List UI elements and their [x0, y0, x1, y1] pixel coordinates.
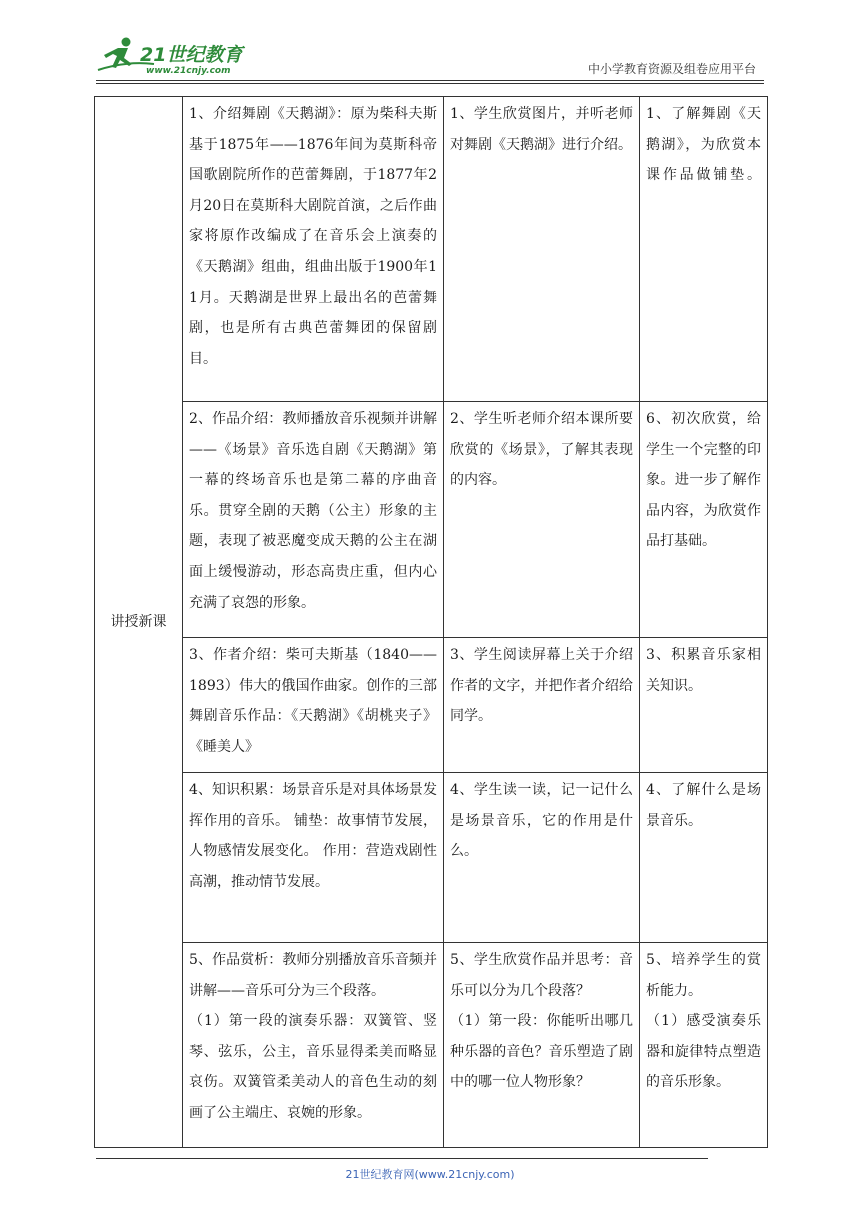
purpose-paragraph: 5、培养学生的赏析能力。 [646, 952, 761, 999]
header-divider [96, 80, 764, 81]
student-activity-cell: 1、学生欣赏图片，并听老师对舞剧《天鹅湖》进行介绍。 [444, 97, 640, 402]
content-cell [183, 943, 444, 1148]
stage-label: 讲授新课 [95, 97, 183, 1148]
student-activity-cell [444, 943, 640, 1148]
platform-name: 中小学教育资源及组卷应用平台 [587, 62, 756, 76]
content-paragraph: 3、作者介绍：柴可夫斯基（1840——1893）伟大的俄国作曲家。创作的三部舞剧音乐作品：《天鹅湖》《胡桃夹子》《睡美人》 [189, 647, 437, 755]
purpose-cell: 3、积累音乐家相关知识。 [640, 638, 768, 773]
purpose-paragraph: （1）感受演奏乐器和旋律特点塑造的音乐形象。 [646, 1013, 761, 1091]
header-divider-thin [96, 83, 764, 84]
content-cell [183, 402, 444, 638]
content-cell [183, 638, 444, 773]
student-activity-cell: 4、学生读一读，记一记什么是场景音乐，它的作用是什么。 [444, 773, 640, 943]
21cnjy-logo [96, 34, 266, 78]
student-activity-paragraph: （1）第一段：你能听出哪几种乐器的音色？音乐塑造了剧中的哪一位人物形象？ [450, 1013, 633, 1091]
student-activity-cell: 3、学生阅读屏幕上关于介绍作者的文字，并把作者介绍给同学。 [444, 638, 640, 773]
purpose-cell: 4、了解什么是场景音乐。 [640, 773, 768, 943]
logo-url: www.21cnjy.com [146, 66, 231, 76]
content-paragraph: 1、介绍舞剧《天鹅湖》：原为柴科夫斯基于1875年——1876年间为莫斯科帝国歌剧院所作的芭蕾舞剧，于1877年2月20日在莫斯科大剧院首演，之后作曲家将原作改编成了在音乐会上演奏的《天鹅湖》组曲，组曲出版于1900年11月。天鹅湖是世界上最出名的芭蕾舞剧，也是所有古典芭蕾舞团的保留剧目。 [189, 106, 437, 367]
content-paragraph: 2、作品介绍：教师播放音乐视频并讲解——《场景》音乐选自剧《天鹅湖》第一幕的终场音乐也是第二幕的序曲音乐。贯穿全剧的天鹅（公主）形象的主题，表现了被恶魔变成天鹅的公主在湖面上缓慢游动，形态高贵庄重，但内心充满了哀怨的形象。 [189, 411, 437, 611]
logo-text: 21世纪教育 [140, 44, 243, 66]
content-paragraph: 4、知识积累：场景音乐是对具体场景发挥作用的音乐。 铺垫：故事情节发展，人物感情发展变化。 作用：营造戏剧性高潮，推动情节发展。 [189, 782, 437, 890]
lesson-plan-table [94, 96, 768, 1148]
content-cell [183, 773, 444, 943]
content-paragraph: 5、作品赏析：教师分别播放音乐音频并讲解——音乐可分为三个段落。 [189, 952, 437, 999]
footer-divider [96, 1158, 708, 1159]
purpose-cell: 6、初次欣赏，给学生一个完整的印象。进一步了解作品内容，为欣赏作品打基础。 [640, 402, 768, 638]
student-activity-paragraph: 5、学生欣赏作品并思考：音乐可以分为几个段落？ [450, 952, 633, 999]
purpose-cell: 1、了解舞剧《天鹅湖》，为欣赏本课作品做铺垫。 [640, 97, 768, 402]
content-cell [183, 97, 444, 402]
table-row [95, 402, 768, 638]
content-paragraph: （1）第一段的演奏乐器：双簧管、竖琴、弦乐，公主，音乐显得柔美而略显哀伤。双簧管柔美动人的音色生动的刻画了公主端庄、哀婉的形象。 [189, 1013, 437, 1121]
footer-link[interactable]: 21世纪教育网(www.21cnjy.com) [345, 1168, 515, 1181]
table-row [95, 638, 768, 773]
student-activity-cell: 2、学生听老师介绍本课所要欣赏的《场景》，了解其表现的内容。 [444, 402, 640, 638]
purpose-cell [640, 943, 768, 1148]
table-row [95, 943, 768, 1148]
table-row [95, 97, 768, 402]
table-row [95, 773, 768, 943]
